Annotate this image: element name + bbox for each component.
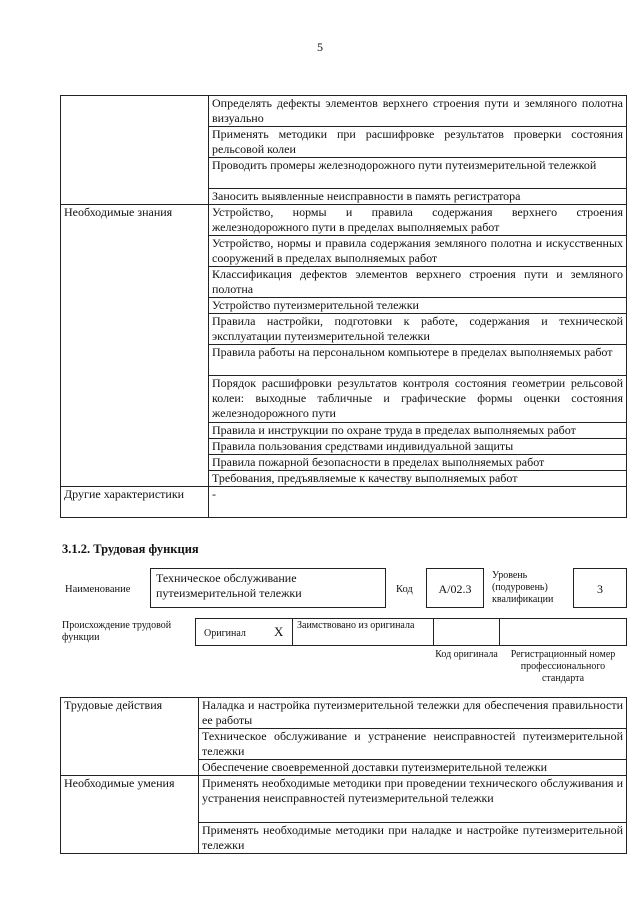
original-mark: Х — [274, 624, 284, 639]
other-characteristics-value: - — [209, 487, 627, 518]
table-cell: Порядок расшифровки результатов контроля состояния геометрии рельсовой колеи: выходные табличные и графические формы оценки состояния железнодорожного пути — [209, 376, 627, 423]
table-cell: Устройство, нормы и правила содержания верхнего строения железнодорожного пути в пределах выполняемых работ — [209, 205, 627, 236]
section-title: 3.1.2. Трудовая функция — [62, 542, 199, 556]
reg-number-cell — [499, 618, 627, 646]
skills-label: Необходимые умения — [61, 776, 199, 854]
table-cell: Правила и инструкции по охране труда в пределах выполняемых работ — [209, 423, 627, 439]
table-cell: Устройство, нормы и правила содержания земляного полотна и искусственных сооружений в пределах выполняемых работ — [209, 236, 627, 267]
actions-table — [60, 697, 627, 854]
table-cell: Определять дефекты элементов верхнего строения пути и земляного полотна визуально — [209, 96, 627, 127]
table-cell: Проводить промеры железнодорожного пути путеизмерительной тележкой — [209, 158, 627, 189]
table-cell: Применять методики при расшифровке результатов проверки состояния рельсовой колеи — [209, 127, 627, 158]
original-cell — [195, 618, 293, 646]
level-label: Уровень (подуровень) квалификации — [492, 570, 554, 605]
table-cell: Классификация дефектов элементов верхнего строения пути и земляного полотна — [209, 267, 627, 298]
origin-code-cell — [433, 618, 500, 646]
table-cell: Правила настройки, подготовки к работе, содержания и технической эксплуатации путеизмерительной тележки — [209, 314, 627, 345]
original-label: Оригинал — [204, 628, 246, 639]
borrowed-label: Заимствовано из оригинала — [292, 618, 434, 646]
table-cell: Устройство путеизмерительной тележки — [209, 298, 627, 314]
code-value: А/02.3 — [426, 568, 484, 608]
level-value: 3 — [573, 568, 627, 608]
page-number: 5 — [317, 40, 323, 54]
code-label: Код — [396, 584, 413, 595]
table-cell: Применять необходимые методики при наладке и настройке путеизмерительной тележки — [199, 823, 627, 854]
actions-label: Трудовые действия — [61, 698, 199, 776]
table-cell: Наладка и настройка путеизмерительной тележки для обеспечения правильности ее работы — [199, 698, 627, 729]
empty-label-cell — [61, 96, 209, 205]
origin-code-label: Код оригинала — [435, 649, 498, 660]
table-cell: Техническое обслуживание и устранение неисправностей путеизмерительной тележки — [199, 729, 627, 760]
table-cell: Правила пользования средствами индивидуальной защиты — [209, 439, 627, 455]
reg-number-label: Регистрационный номер профессионального стандарта — [510, 649, 616, 684]
table-cell: Применять необходимые методики при проведении технического обслуживания и устранения неисправностей путеизмерительной тележки — [199, 776, 627, 823]
table-cell: Обеспечение своевременной доставки путеизмерительной тележки — [199, 760, 627, 776]
name-label: Наименование — [65, 584, 131, 595]
table-cell: Заносить выявленные неисправности в память регистратора — [209, 189, 627, 205]
knowledge-table — [60, 95, 627, 518]
table-cell: Правила пожарной безопасности в пределах выполняемых работ — [209, 455, 627, 471]
table-cell: Правила работы на персональном компьютере в пределах выполняемых работ — [209, 345, 627, 376]
origin-label: Происхождение трудовой функции — [62, 620, 172, 643]
knowledge-label: Необходимые знания — [61, 205, 209, 487]
other-characteristics-label: Другие характеристики — [61, 487, 209, 518]
table-cell: Требования, предъявляемые к качеству выполняемых работ — [209, 471, 627, 487]
name-value: Техническое обслуживание путеизмерительной тележки — [150, 568, 386, 608]
